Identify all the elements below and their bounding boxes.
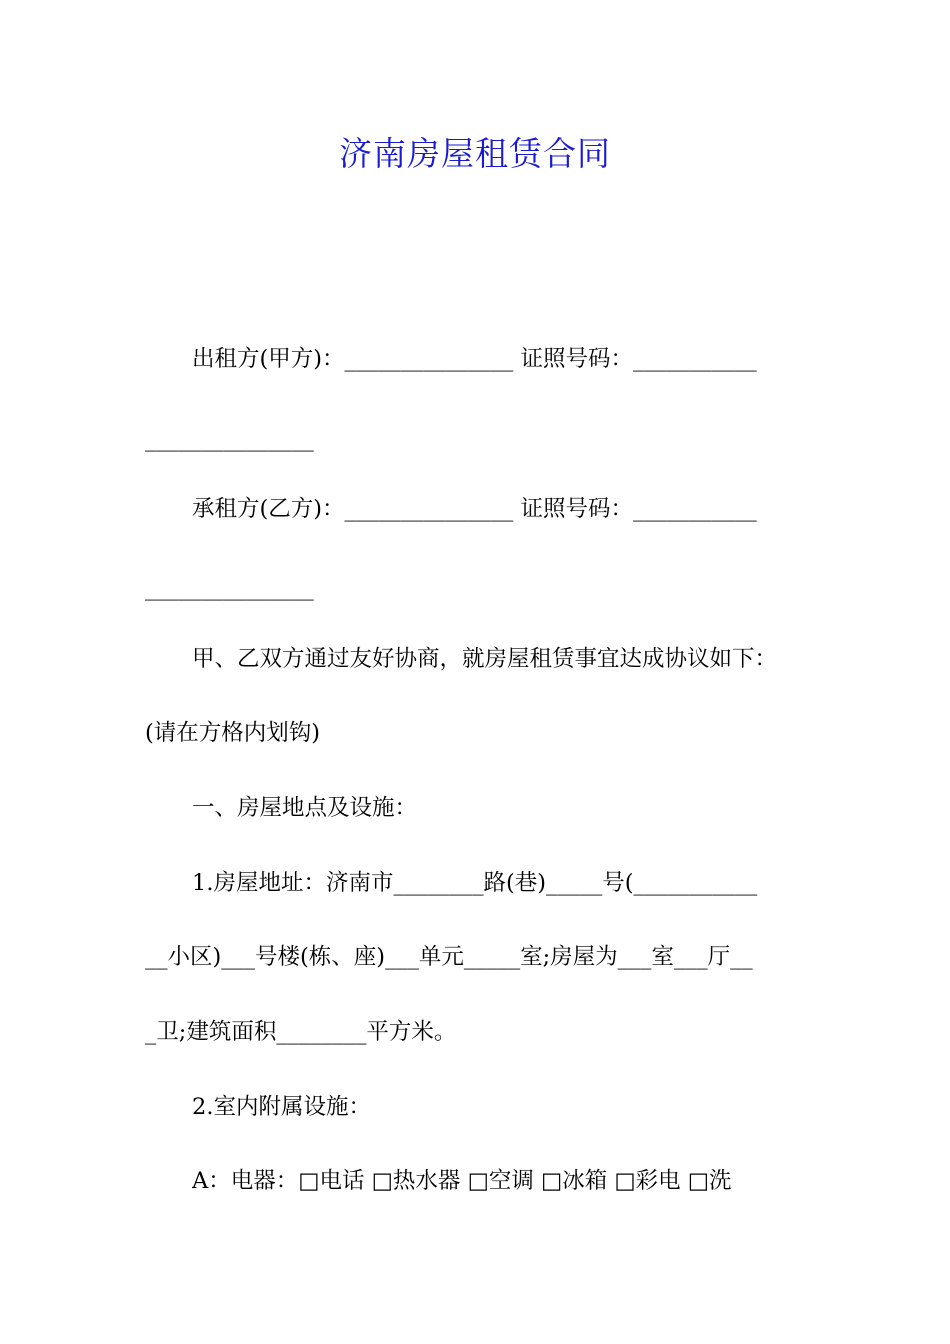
document-title: 济南房屋租赁合同 (339, 134, 611, 173)
facilities-heading: 2.室内附属设施： (192, 1094, 371, 1120)
house-address-line-1: 1.房屋地址：济南市________路(巷)_____号(___________ (192, 870, 758, 896)
house-address-line-3: _卫;建筑面积________平方米。 (145, 1019, 457, 1045)
checkbox-instruction: (请在方格内划钩) (145, 720, 321, 746)
lessor-id-continuation: _______________ (145, 426, 314, 452)
section-one-heading: 一、房屋地点及设施： (192, 795, 418, 821)
house-address-line-2: __小区)___号楼(栋、座)___单元_____室;房屋为___室___厅__ (145, 944, 753, 970)
appliances-line: A：电器：□电话 □热水器 □空调 □冰箱 □彩电 □洗 (192, 1168, 732, 1194)
lessee-line: 承租方(乙方)：_______________ 证照号码：___________ (192, 496, 757, 522)
agreement-intro: 甲、乙双方通过友好协商，就房屋租赁事宜达成协议如下： (192, 646, 778, 672)
lessee-id-continuation: _______________ (145, 575, 314, 601)
lessor-line: 出租方(甲方)：_______________ 证照号码：___________ (192, 346, 757, 372)
